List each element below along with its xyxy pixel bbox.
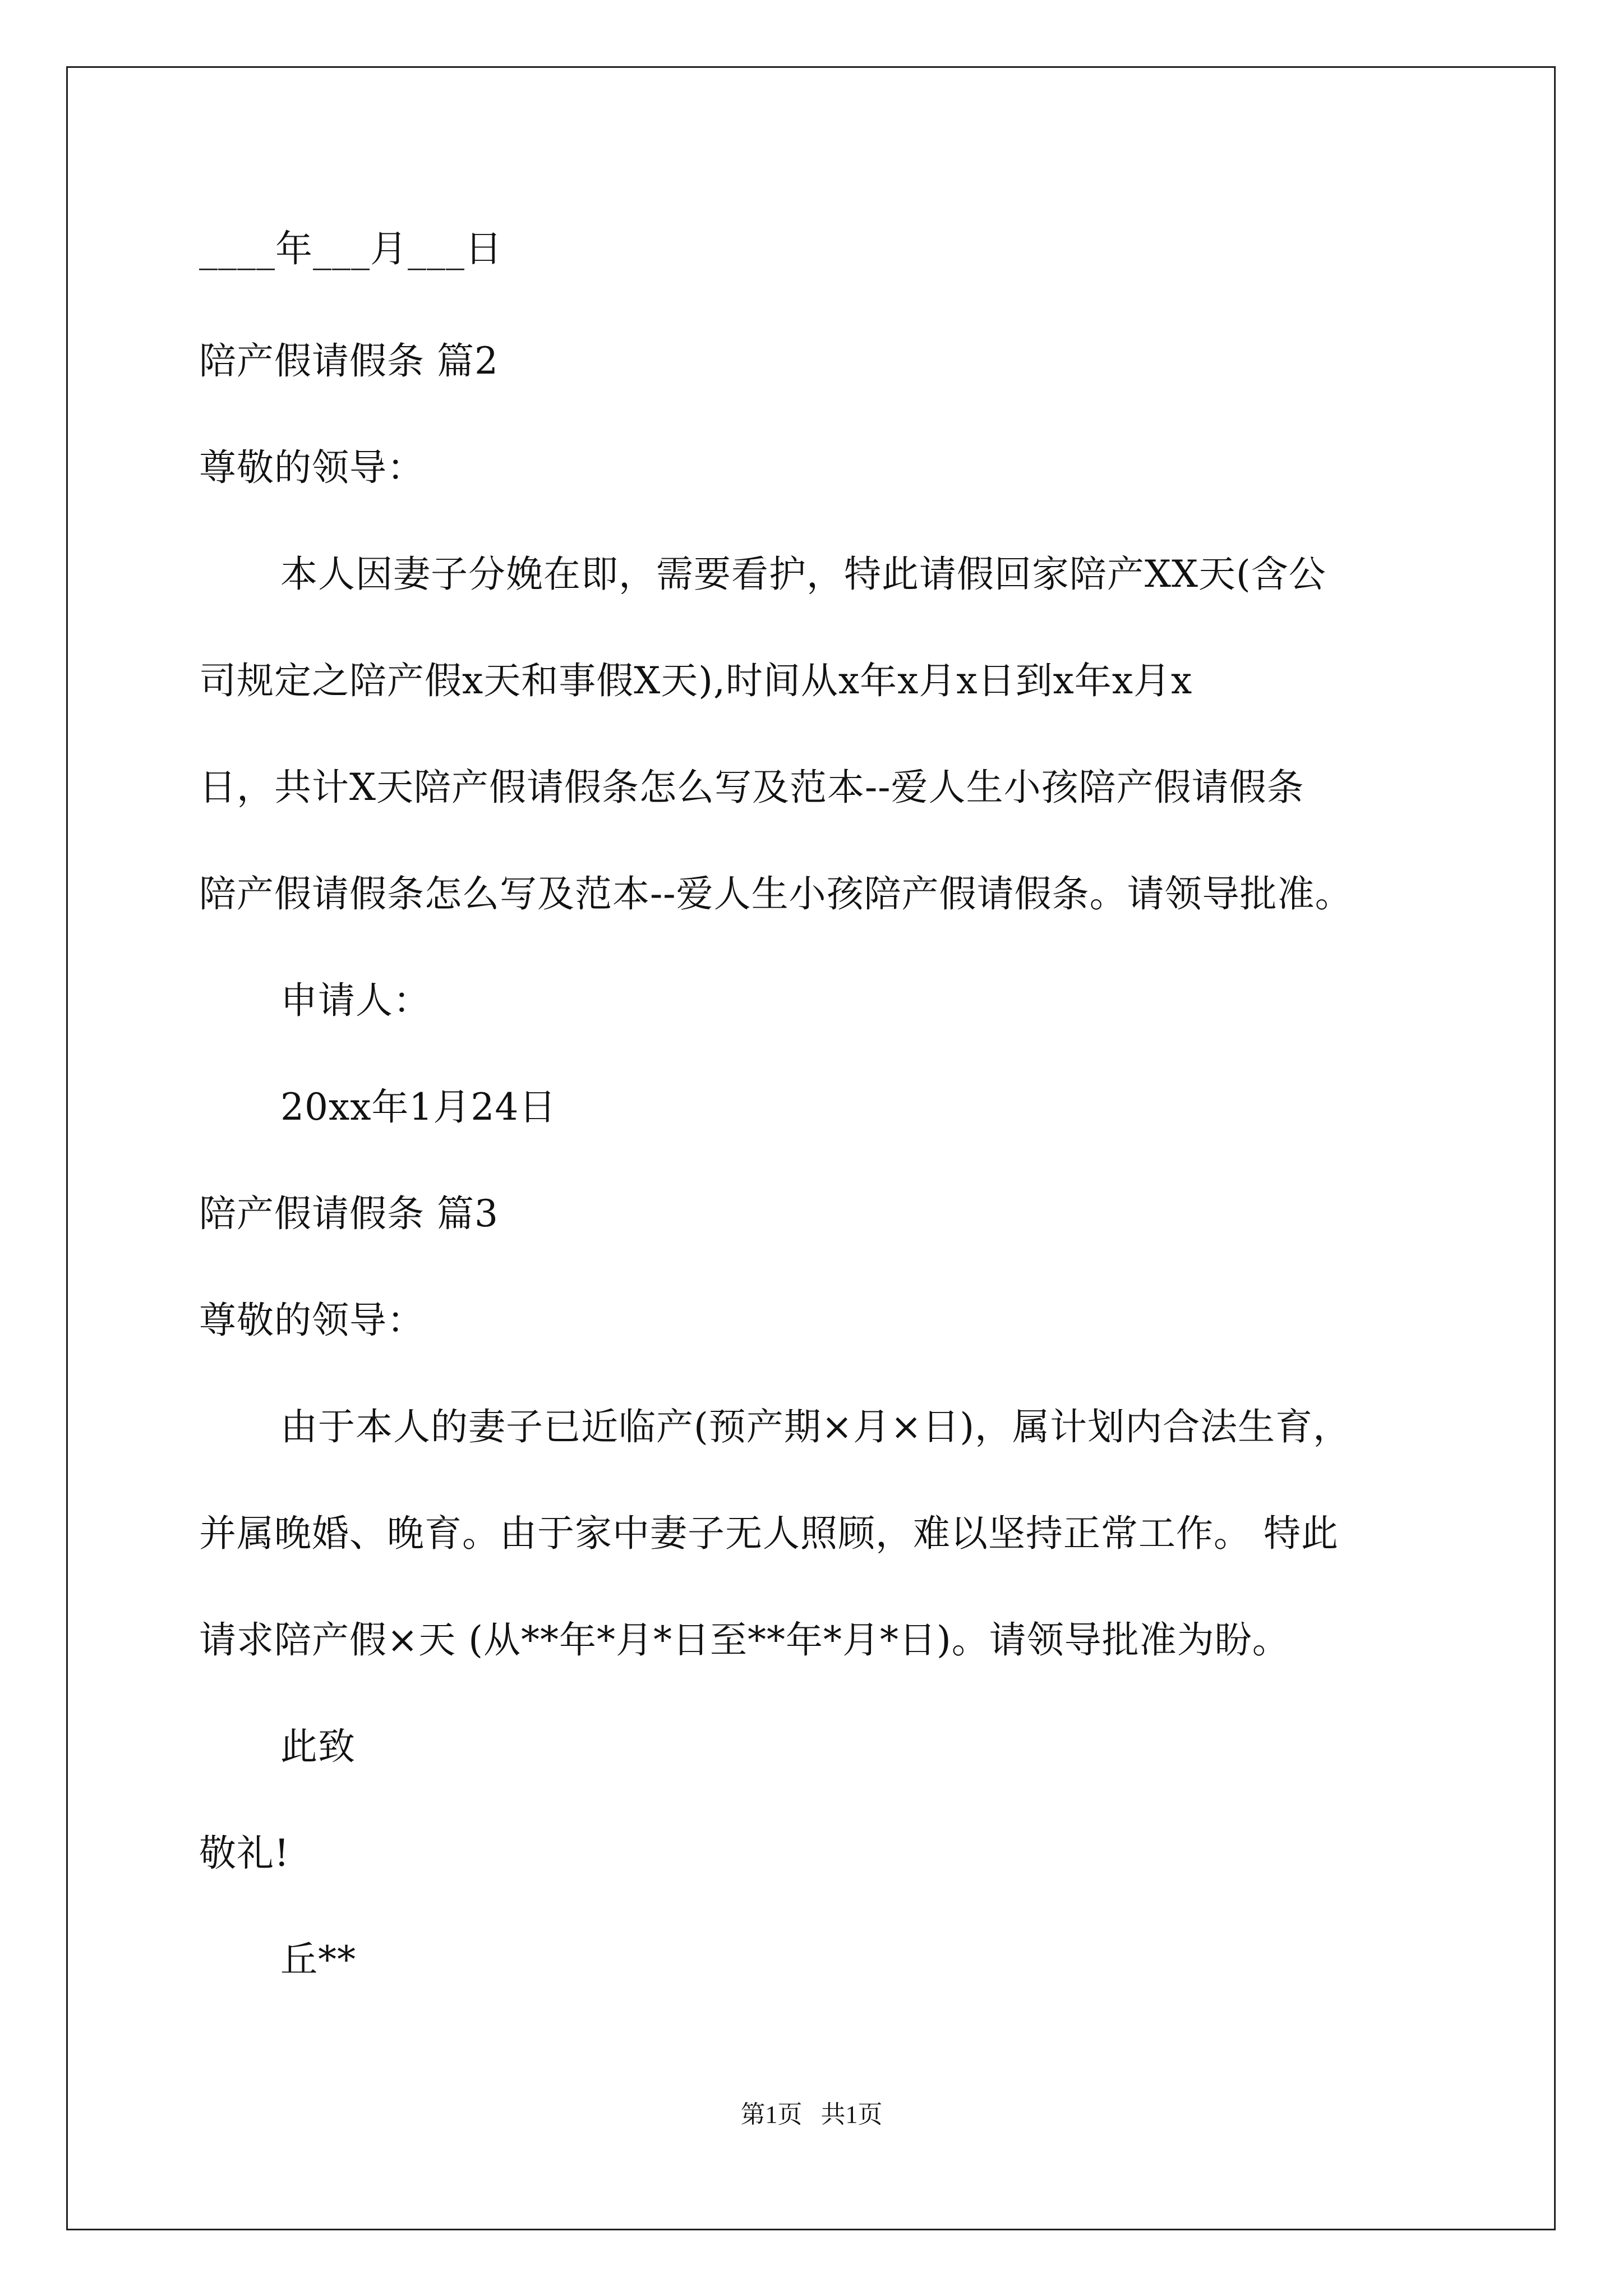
section3-body-line: 请求陪产假×天 (从**年*月*日至**年*月*日)。请领导批准为盼。 (199, 1618, 1290, 1662)
section2-body-line: 日，共计X天陪产假请假条怎么写及范本--爱人生小孩陪产假请假条 (199, 766, 1304, 809)
section2-body-line: 本人因妻子分娩在即，需要看护，特此请假回家陪产XX天(含公 (280, 553, 1326, 596)
section2-body-line: 陪产假请假条怎么写及范本--爱人生小孩陪产假请假条。请领导批准。 (199, 872, 1353, 915)
section3-body-line: 并属晚婚、晚育。由于家中妻子无人照顾，难以坚持正常工作。 特此 (199, 1512, 1339, 1555)
section3-closing-cizhi: 此致 (280, 1725, 356, 1768)
page-frame (66, 66, 1556, 2230)
date-blank-line: ____年___月___日 (199, 227, 502, 270)
section3-signature: 丘** (280, 1938, 356, 1981)
section2-applicant: 申请人： (280, 979, 431, 1022)
section2-salutation: 尊敬的领导： (199, 446, 425, 489)
section3-heading: 陪产假请假条 篇3 (199, 1192, 499, 1235)
section3-closing-jingli: 敬礼! (199, 1832, 290, 1875)
section2-heading: 陪产假请假条 篇2 (199, 339, 499, 383)
page-footer: 第1页 共1页 (740, 2101, 883, 2128)
section2-date: 20xx年1月24日 (280, 1085, 557, 1129)
section3-body-line: 由于本人的妻子已近临产(预产期×月×日)，属计划内合法生育， (280, 1405, 1351, 1448)
section3-salutation: 尊敬的领导： (199, 1299, 425, 1342)
section2-body-line: 司规定之陪产假x天和事假X天),时间从x年x月x日到x年x月x (199, 659, 1193, 702)
